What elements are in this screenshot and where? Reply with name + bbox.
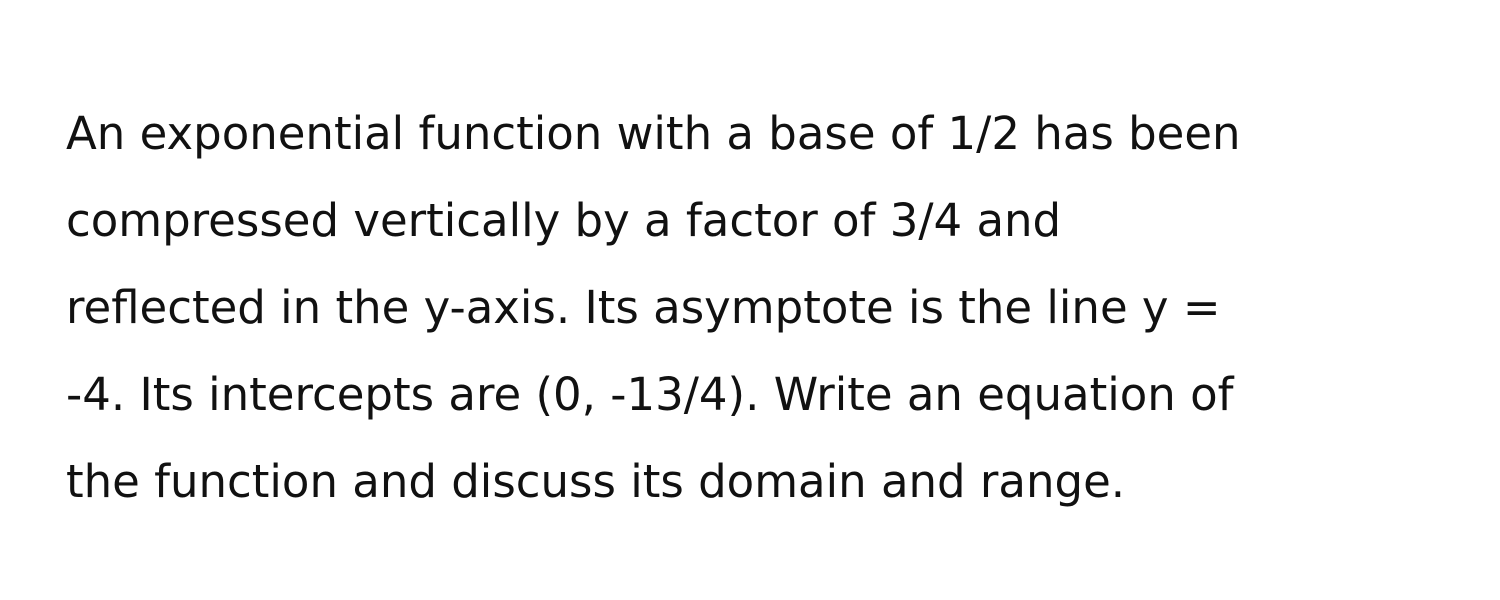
problem-line-3: reflected in the y-axis. Its asymptote is the line y =	[66, 281, 1221, 334]
problem-line-2: compressed vertically by a factor of 3/4 and	[66, 194, 1062, 247]
problem-line-4: -4. Its intercepts are (0, -13/4). Write an equation of	[66, 368, 1234, 421]
problem-line-5: the function and discuss its domain and range.	[66, 455, 1126, 508]
problem-statement	[66, 90, 1241, 525]
problem-line-1: An exponential function with a base of 1/2 has been	[66, 107, 1241, 160]
